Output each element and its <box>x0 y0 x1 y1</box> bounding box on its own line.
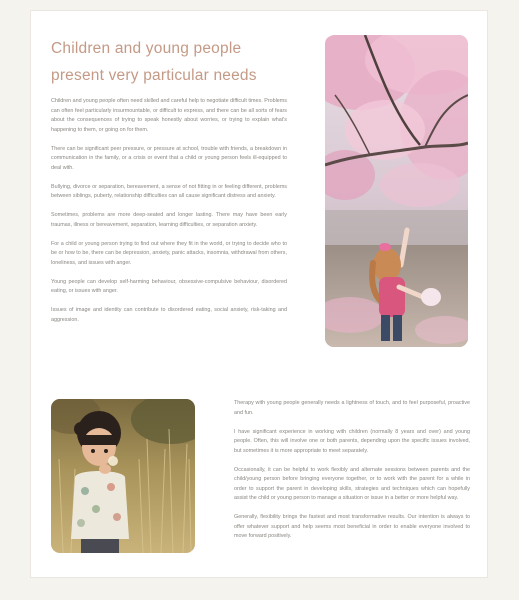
paragraph: Generally, flexibility brings the fastest and most transformative results. Our intention is always to offer whatever support and help seems most beneficial in order to enable everyone involved to move forward positively. <box>234 514 470 539</box>
paragraph: Issues of image and identity can contribute to disordered eating, social anxiety, risk-taking and aggression. <box>51 307 287 323</box>
paragraph: Young people can develop self-harming behaviour, obsessive-compulsive behaviour, disordered eating, or issues with anger. <box>51 278 287 294</box>
paragraph: For a child or young person trying to find out where they fit in the world, or trying to decide who to be or how to be, there can be depression, anxiety, panic attacks, insomnia, withdrawal from others, loneliness, and issues with anger. <box>51 240 287 266</box>
paragraph: Children and young people often need skilled and careful help to negotiate difficult times. Problems can often feel particularly insurmountable, or difficult to express, and there can be all sorts of fears about the consequences of trying to speak honestly about worries, or trying to explain what's happening to them, or going on for them. <box>51 98 287 133</box>
therapy-text-column <box>234 399 470 551</box>
paragraph: Sometimes, problems are more deep-seated and longer lasting. There may have been early traumas, illness or bereavement, separation, learning difficulties, or separation anxiety. <box>51 212 287 228</box>
section-title <box>51 35 291 89</box>
girl-blossom-photo <box>325 35 468 347</box>
paragraph: Therapy with young people generally needs a lightness of touch, and to feel purposeful, proactive and fun. <box>234 400 470 416</box>
paragraph: Bullying, divorce or separation, bereavement, a sense of not fitting in or feeling different, problems between siblings, puberty, relationship difficulties can all cause significant distress and anxiety. <box>51 183 287 199</box>
intro-text-column <box>51 97 287 335</box>
paragraph: There can be significant peer pressure, or pressure at school, trouble with friends, a breakdown in communication in the family, or a crisis or event that a child or young person feels ill-equipped to deal with. <box>51 145 287 171</box>
title-line-1: Children and young people <box>51 40 242 57</box>
content-card <box>30 10 488 578</box>
paragraph: Occasionally, it can be helpful to work flexibly and alternate sessions between parents and the child/young person before bringing everyone together, or to work with the parent for a while in order to support the parent in developing skills, strategies and techniques which can hopefully assist the child or young person to manage a situation or issue in a better or more helpful way. <box>234 466 470 501</box>
title-line-2: present very particular needs <box>51 67 257 84</box>
toddler-field-photo <box>51 399 195 553</box>
paragraph: I have significant experience in working with children (normally 8 years and over) and young people. Often, this will involve one or both parents, depending upon the specific issues involved, but sometimes it is more appropriate to meet separately. <box>234 428 470 454</box>
